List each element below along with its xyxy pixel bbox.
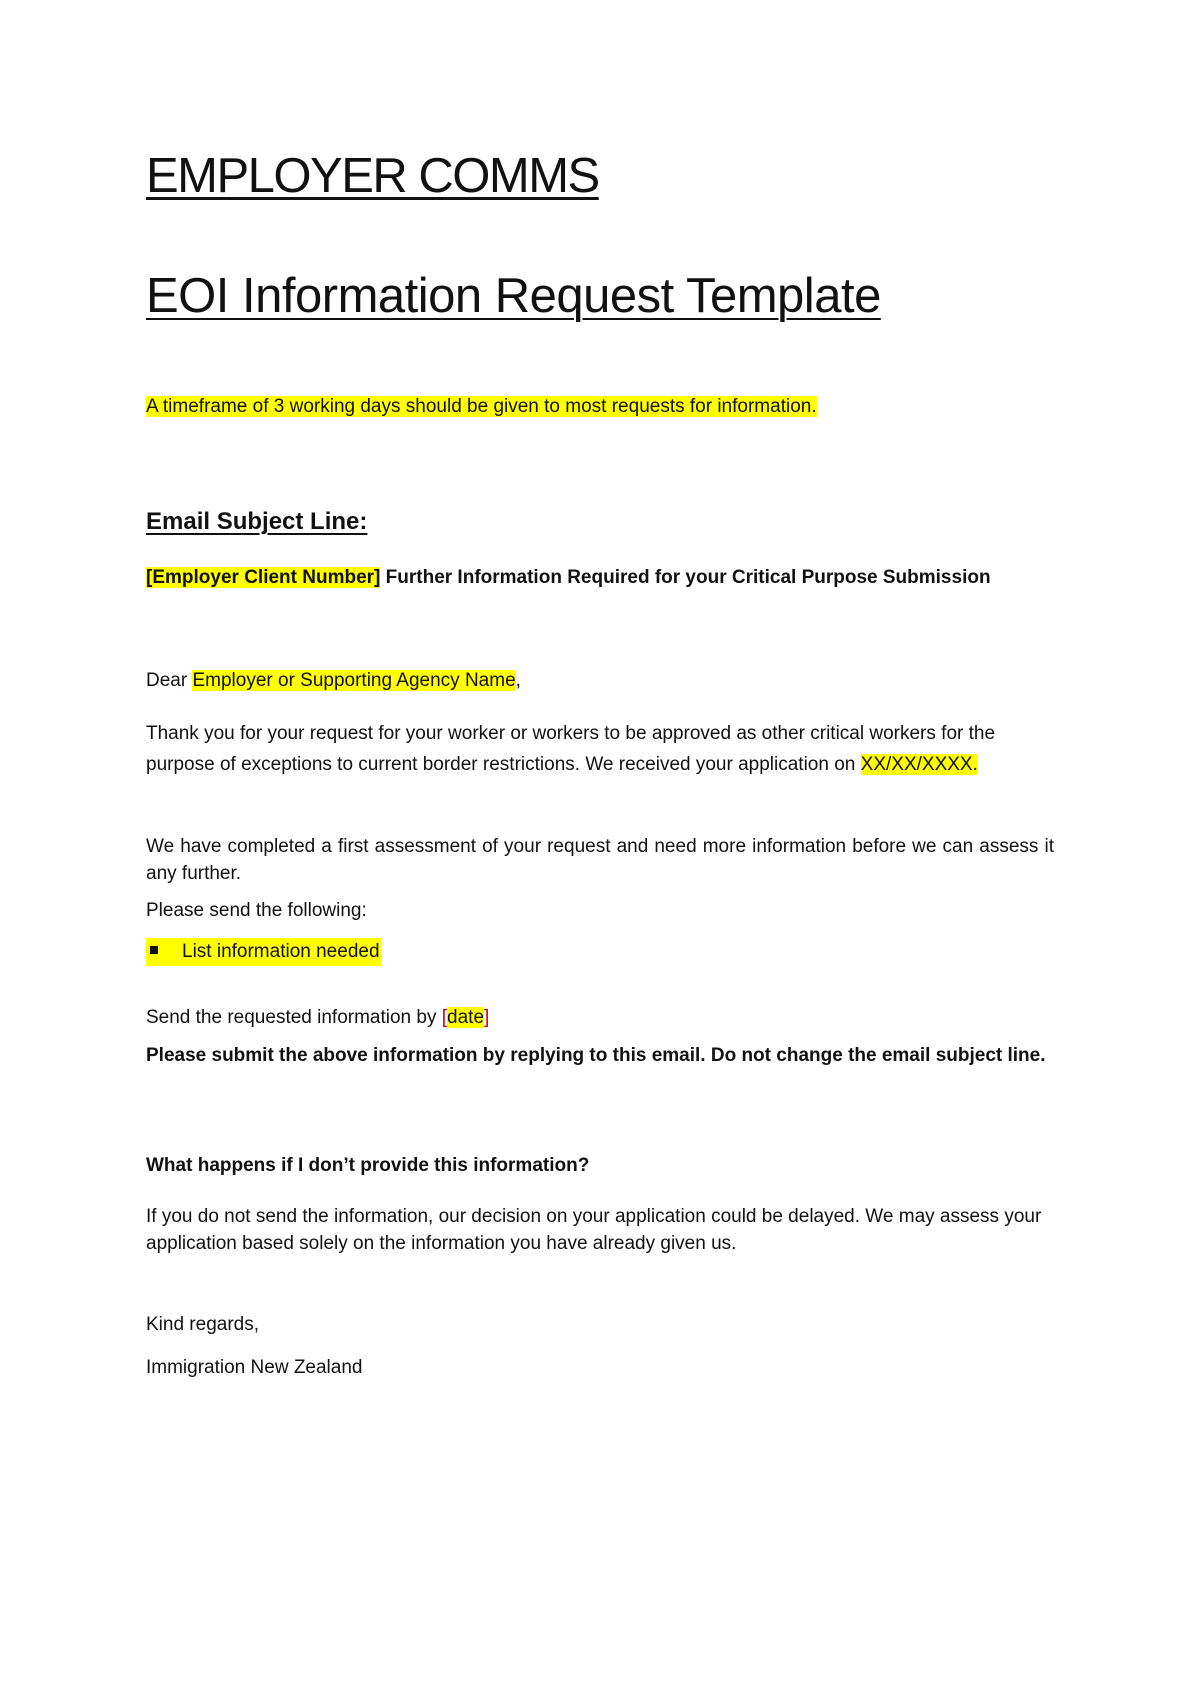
salutation-prefix: Dear bbox=[146, 670, 193, 691]
agency-name-placeholder: Employer or Supporting Agency Name bbox=[192, 670, 516, 691]
timeframe-note bbox=[146, 394, 817, 420]
employer-client-number-placeholder: [Employer Client Number] bbox=[146, 567, 381, 588]
deadline-close-bracket: ] bbox=[484, 1007, 490, 1028]
email-subject-heading: Email Subject Line: bbox=[146, 508, 368, 535]
timeframe-note-text: A timeframe of 3 working days should be given to most requests for information. bbox=[146, 396, 817, 417]
email-subject-text: Further Information Required for your Critical Purpose Submission bbox=[380, 567, 991, 588]
document-title: EMPLOYER COMMS bbox=[146, 149, 599, 203]
signature: Immigration New Zealand bbox=[146, 1357, 363, 1378]
salutation bbox=[146, 668, 521, 694]
deadline-open-bracket: [ bbox=[441, 1007, 448, 1028]
question-heading: What happens if I don’t provide this information? bbox=[146, 1155, 590, 1176]
closing: Kind regards, bbox=[146, 1314, 260, 1335]
square-bullet-icon bbox=[150, 946, 158, 954]
submit-instruction: Please submit the above information by replying to this email. Do not change the email subject line. bbox=[146, 1045, 1046, 1066]
deadline-line bbox=[146, 1005, 489, 1031]
list-item-text: List information needed bbox=[182, 941, 380, 962]
email-subject-line bbox=[146, 565, 991, 591]
deadline-prefix: Send the requested information by bbox=[146, 1007, 442, 1028]
consequence-paragraph: If you do not send the information, our decision on your application could be delayed. We may assess your application based solely on the information you have already given us. bbox=[146, 1206, 1042, 1254]
assessment-paragraph: We have completed a first assessment of your request and need more information before we can assess it any further. bbox=[146, 836, 1054, 884]
thanks-paragraph-text: Thank you for your request for your worker or workers to be approved as other critical workers for the purpose of exceptions to current border restrictions. We received your application on bbox=[146, 723, 996, 775]
thanks-paragraph bbox=[146, 718, 1054, 780]
salutation-suffix: , bbox=[515, 670, 521, 691]
application-date-placeholder: XX/XX/XXXX. bbox=[860, 754, 978, 775]
deadline-date-placeholder: date bbox=[447, 1007, 485, 1028]
send-following-label: Please send the following: bbox=[146, 900, 367, 921]
document-subtitle: EOI Information Request Template bbox=[146, 269, 881, 323]
list-item bbox=[146, 938, 381, 966]
